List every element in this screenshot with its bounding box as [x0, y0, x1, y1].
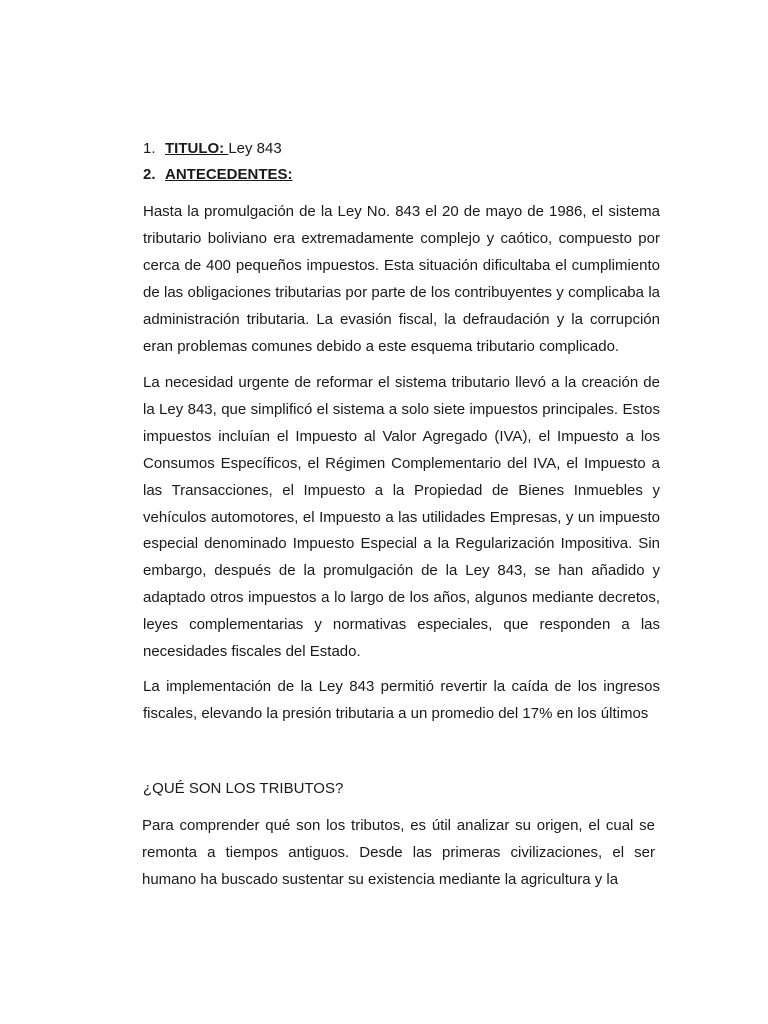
titulo-value: Ley 843: [228, 140, 282, 157]
paragraph-1: Hasta la promulgación de la Ley No. 843 el 20 de mayo de 1986, el sistema tributario boliviano era extremadamente complejo y caótico, compuesto por cerca de 400 pequeños impuestos. Esta situación dificultaba el cumplimiento de las obligaciones tributarias por parte de los contribuyentes y complicaba la administración tributaria. La evasión fiscal, la defraudación y la corrupción eran problemas comunes debido a este esquema tributario complicado.: [143, 203, 660, 355]
list-number: 2.: [143, 166, 156, 183]
section-heading: ¿QUÉ SON LOS TRIBUTOS?: [143, 780, 344, 797]
paragraph-2: La necesidad urgente de reformar el sistema tributario llevó a la creación de la Ley 843, que simplificó el sistema a solo siete impuestos principales. Estos impuestos incluían el Impuesto al Valor Agregado (IVA), el Impuesto a los Consumos Específicos, el Régimen Complementario del IVA, el Impuesto a las Transacciones, el Impuesto a la Propiedad de Bienes Inmuebles y vehículos automotores, el Impuesto a las utilidades Empresas, y un impuesto especial denominado Impuesto Especial a la Regularización Impositiva. Sin embargo, después de la promulgación de la Ley 843, se han añadido y adaptado otros impuestos a lo largo de los años, algunos mediante decretos, leyes complementarias y normativas especiales, que responden a las necesidades fiscales del Estado.: [143, 374, 660, 661]
paragraph-3: La implementación de la Ley 843 permitió revertir la caída de los ingresos fiscales, elevando la presión tributaria a un promedio del 17% en los últimos: [143, 678, 660, 722]
list-item-antecedentes: [143, 166, 293, 184]
list-item-titulo: [143, 140, 282, 158]
list-number: 1.: [143, 140, 156, 157]
section-paragraph: Para comprender qué son los tributos, es útil analizar su origen, el cual se remonta a tiempos antiguos. Desde las primeras civilizaciones, el ser humano ha buscado sustentar su existencia mediante la agricultura y la: [142, 817, 655, 888]
antecedentes-label: ANTECEDENTES:: [165, 166, 293, 183]
titulo-label: TITULO:: [165, 140, 229, 157]
